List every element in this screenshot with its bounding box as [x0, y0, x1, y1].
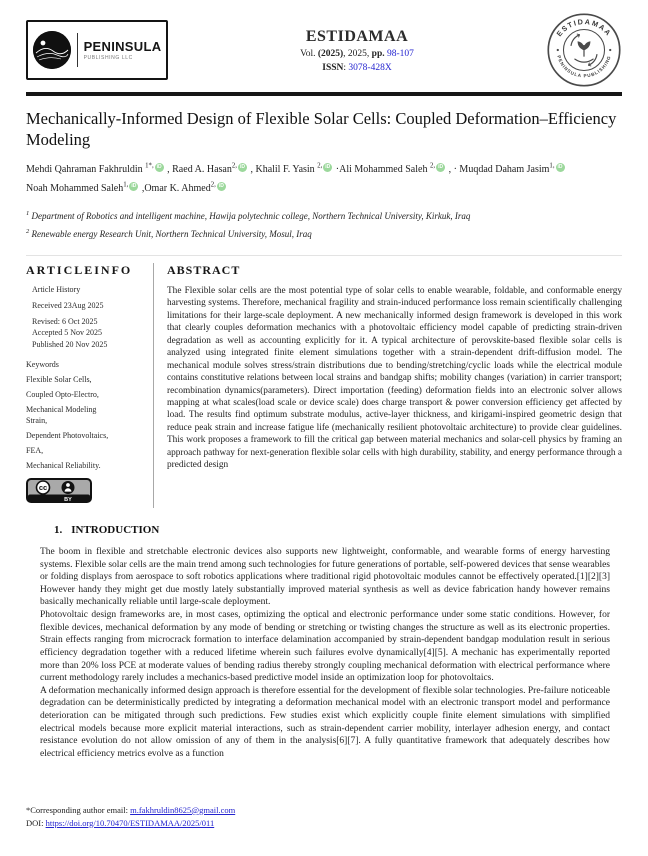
abstract-text: The Flexible solar cells are the most potential type of solar cells to enable wearable, foldable, and conformable energy harvesting systems. Therefore, mechanical fragility and strain-induced performance loss remain scientifically challenging limitations for their large-scale deployment. A new mechanically informed design framework is developed in this work that clearly couples deformation mechanics with a photovoltaic efficiency model capable of predicting strain-driven degradation as well as accounting explicitly for it. A typical architecture of perovskite-based flexible solar cells is analyzed using integrated finite element simulations together with a strain-dependent drift-diffusion model. The mechanical module solves stress/strain distributions due to bending/stretching/cyclic loads while the electrical module contains constitutive relations between local strains and bandgap shifts; mobility changes (variation) in carrier transport; recombination dynamics(parameters). Direct importation (feeding) deformation fields into an electronic solver allows mapping at what scales(load scale or device scale) does charge transport & power conversion efficiency get affected by load. The results find optimum substrate modulus, active-layer thickness, and kirigami-inspired geometric design that reduce peak strain and increase fatigue life (mechanically resilient photovoltaic architecture) to provide clear guidelines. This work proposes a framework to fill the critical gap between material mechanics and solar-cell physics by framing an approach pathway for next-generation flexible solar cells with high durability, stability, and energy performance through a predicted design [167, 285, 622, 471]
author-list [26, 160, 622, 198]
author: Ali Mohammed Saleh $^{2,}$ iD , · [339, 162, 460, 175]
journal-info [300, 25, 414, 76]
affiliation: $^2$ Renewable energy Research Unit, Northern Technical University, Mosul, Iraq [26, 227, 312, 239]
vol-prefix: Vol. [300, 48, 318, 59]
author: Raed A. Hasan$^{2,}$ iD , [172, 162, 256, 175]
orcid-icon[interactable]: iD [156, 163, 162, 170]
keyword: Coupled Opto-Electro, [26, 389, 99, 399]
cc-glyph: cc [38, 482, 48, 492]
keywords-label: Keywords [26, 359, 59, 369]
author: Mehdi Qahraman Fakhruldin $^{1*,}$ iD , [26, 162, 173, 175]
orcid-icon[interactable]: iD [239, 163, 245, 170]
journal-title: ESTIDAMAA [305, 27, 409, 45]
publisher-logo-icon [33, 31, 71, 69]
vol-year: (2025) [317, 48, 344, 59]
affiliation-list [26, 207, 622, 243]
history-published: Published 20 Nov 2025 [32, 339, 108, 349]
keyword: FEA, [26, 445, 44, 455]
history-received: Received 23Aug 2025 [32, 300, 104, 310]
cc-by-license-badge[interactable] [26, 478, 92, 508]
article-history-label: Article History [32, 284, 81, 294]
intro-paragraph-1: The boom in flexible and stretchable electronic devices also supports new lightweight, conformable, and wearable forms of energy harvesting systems. Flexible solar cells are the main trend among such technologies for future generations of portable, self-powered devices that sense wearables or folding displays from aerospace to soft robotics applications where traditional rigid photovoltaic modules cannot be effectively operated.[1][2][3] However handy they might get due mostly lately substantially improved material synthesis as well as device fabrication handy however remains basically mechanically reliable until large-scale deployment. [40, 546, 610, 608]
doi-line [26, 817, 235, 830]
journal-issn-line [300, 62, 414, 76]
keyword: Strain, [26, 415, 48, 425]
plant-hand-icon [571, 34, 597, 66]
pages-link[interactable]: 98-107 [387, 48, 414, 59]
doi-link[interactable]: https://doi.org/10.70470/ESTIDAMAA/2025/011 [45, 817, 215, 828]
orcid-icon[interactable]: iD [557, 163, 563, 170]
stamp-bottom-text: PENINSULA PUBLISHING [556, 54, 612, 79]
article-info-heading: ARTICLEINFO [26, 262, 133, 277]
journal-volume-line [300, 48, 414, 62]
by-label: BY [64, 496, 72, 503]
intro-paragraph-3: A deformation mechanically informed design approach is therefore essential for the development of flexible solar technologies. Pre-failure noticeable degradation can be deterministically predicted by integrating a deformation mechanical model with an electronic transport model and performance deterioration can be mitigated through such predictions. Few studies exist which explicitly couple finite element simulations with simplified electrical models because more explicit material interactions, such as strain-dependent carrier mobility, interlayer adhesion energy, and contact resistance evolution do not allow omission of any of them in the analysis[6][7]. A fully quantitative framework that adequately describes how electrical efficiency metrics evolve as a function [40, 685, 610, 759]
section-title: INTRODUCTION [71, 523, 160, 536]
publisher-subtitle: PUBLISHING LLC [83, 54, 133, 61]
corresponding-author-line [26, 804, 235, 817]
orcid-icon[interactable]: iD [218, 182, 224, 189]
abstract-column [154, 263, 622, 508]
orcid-icon[interactable]: iD [438, 163, 444, 170]
doi-label: DOI: [26, 817, 46, 828]
author: Omar K. Ahmed$^{2,}$ iD [144, 181, 224, 194]
journal-header [26, 12, 622, 88]
keyword: Dependent Photovoltaics, [26, 430, 109, 440]
issn-sep: : [343, 62, 349, 73]
publisher-name: PENINSULA [83, 38, 162, 54]
history-revised: Revised: 6 Oct 2025 [32, 316, 98, 326]
header-rule [26, 92, 622, 96]
orcid-icon[interactable]: iD [131, 182, 137, 189]
history-accepted: Accepted 5 Nov 2025 [32, 328, 102, 338]
article-info-column [26, 263, 154, 508]
keyword: Mechanical Reliability. [26, 460, 101, 470]
abstract-heading: ABSTRACT [167, 262, 241, 277]
author: Khalil F. Yasin $^{2,}$ iD · [255, 162, 340, 175]
attribution-person-icon [62, 481, 75, 494]
vol-mid: , 2025, [343, 48, 372, 59]
intro-paragraph-2: Photovoltaic design frameworks are, in most cases, optimizing the optical and electronic performance under some static conditions. However, for flexible devices, mechanical deformation by any mode of bending or stretching or twisting changes the structure as well as its electronic properties. Strain effects ranging from microcrack formation to interface delamination accompanied by strain-dependent bandgap modulation result in serious efficiency degradation together with a reduced lifetime wherein such failures evolve dynamically[4][5]. A mechanic has experimentally reported more than 20% loss PCE at moderate values of bending radius thereby strongly coupling mechanical deformation with electrical performance where current methodology rarely includes a mechanics-based predictive model inside an optimization loop for photovoltaics. [40, 610, 610, 684]
info-abstract-section [26, 255, 622, 508]
corresponding-email-link[interactable]: m.fakhruldin8625@gmail.com [130, 804, 236, 815]
corresponding-label: *Corresponding author email: [26, 804, 131, 815]
page-footer [26, 804, 235, 830]
section-number: 1. [54, 523, 63, 536]
author: Noah Mohammed Saleh$^{1,}$ iD , [26, 181, 145, 194]
pp-label: pp. [371, 48, 387, 59]
issn-link[interactable]: 3078-428X [348, 62, 392, 73]
stamp-top-text: ESTIDAMAA [554, 17, 614, 39]
orcid-icon[interactable]: iD [325, 163, 331, 170]
article-title: Mechanically-Informed Design of Flexible Solar Cells: Coupled Deformation–Efficiency Modeling [26, 109, 617, 150]
journal-stamp-seal [546, 12, 622, 88]
keyword: Flexible Solar Cells, [26, 374, 92, 384]
introduction-heading [54, 524, 610, 536]
logo-divider [77, 33, 78, 67]
issn-label: ISSN [322, 62, 344, 73]
keyword: Mechanical Modeling [26, 404, 97, 414]
svg-text:PENINSULA PUBLISHING [556, 55, 611, 79]
publisher-logo [26, 20, 168, 80]
introduction-section [26, 524, 622, 761]
affiliation: $^1$ Department of Robotics and intelligent machine, Hawija polytechnic college, Northern Technical University, Kirkuk, Iraq [26, 209, 471, 221]
author: Muqdad Daham Jasim$^{1,}$ iD [459, 162, 563, 175]
